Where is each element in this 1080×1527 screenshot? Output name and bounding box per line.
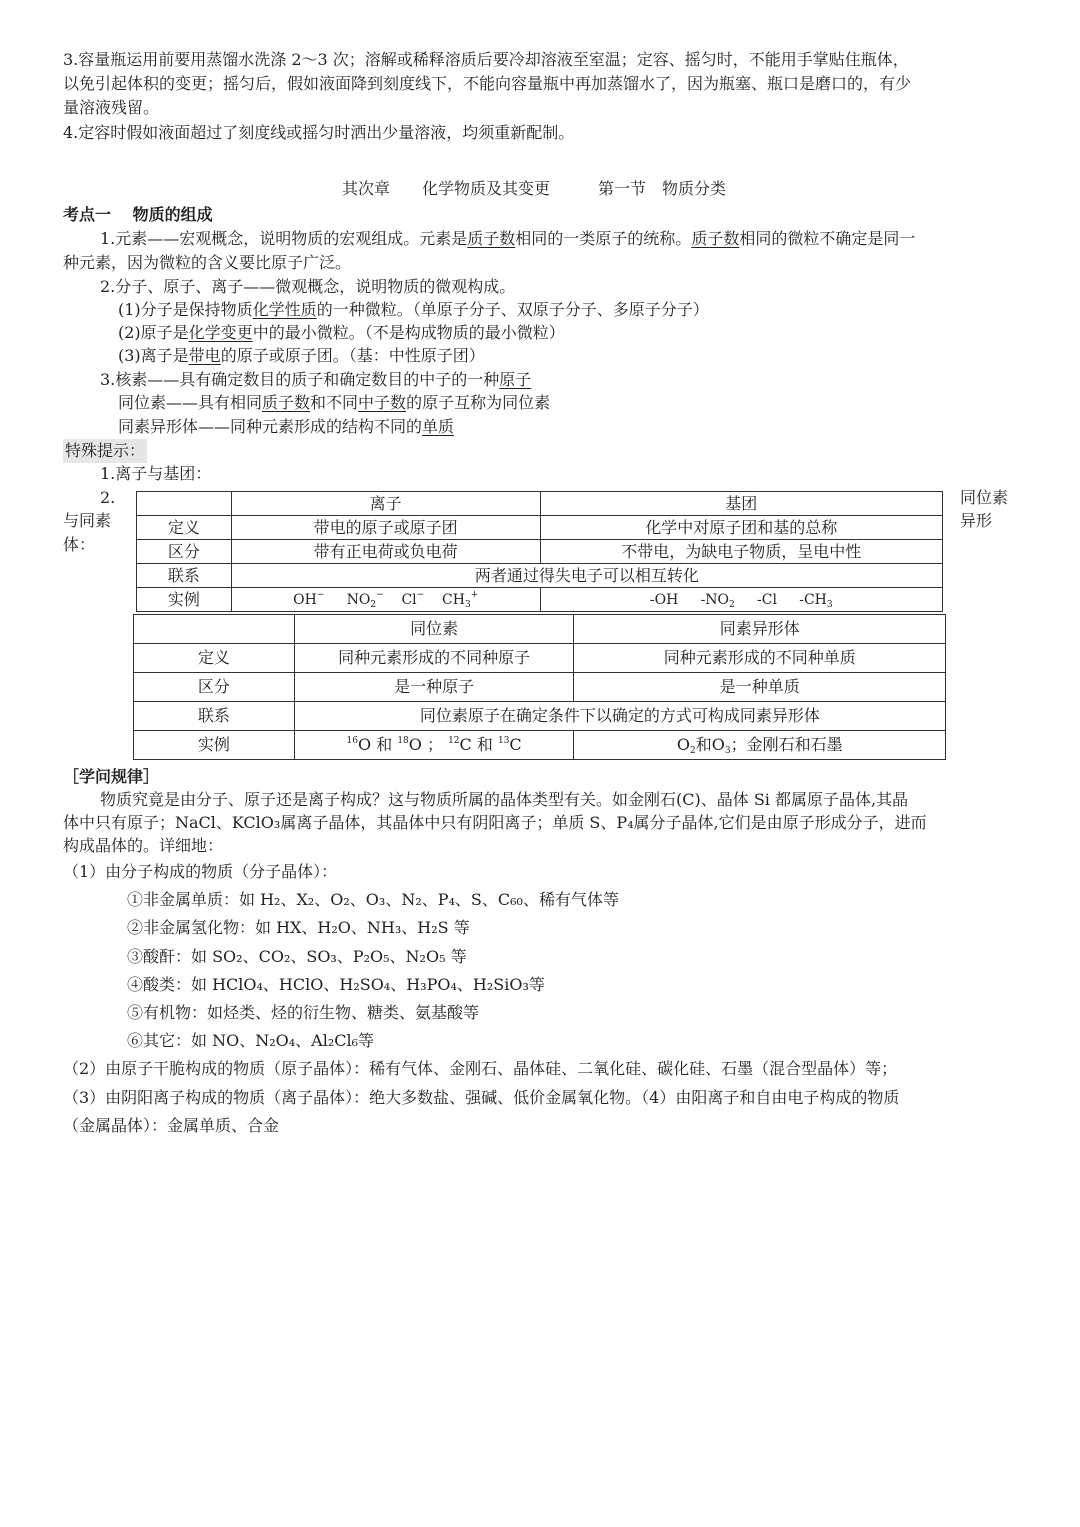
table-row bbox=[137, 516, 943, 540]
ion-example: $NO_2^-$ bbox=[346, 589, 384, 610]
table-cell: 带电的原子或原子团 bbox=[231, 516, 540, 540]
list-item: ②非金属氢化物：如 HX、H₂O、NH₃、H₂S 等 bbox=[127, 918, 470, 937]
paragraph-3-line-3: 量溶液残留。 bbox=[63, 98, 160, 117]
tips-item-2-left-2: 体： bbox=[63, 535, 96, 554]
table-row bbox=[134, 673, 946, 702]
list-item: ①非金属单质：如 H₂、X₂、O₂、O₃、N₂、P₄、S、C₆₀、稀有气体等 bbox=[127, 890, 619, 909]
item-3-2-underline-1: 质子数 bbox=[262, 393, 311, 412]
isotope-examples-cell: $^{16}$O 和 $^{18}$O ； $^{12}$C 和 $^{13}$C bbox=[294, 731, 574, 760]
item-2-1-underline: 化学性质 bbox=[252, 300, 317, 319]
item-2-2-text-a: (2)原子是 bbox=[118, 323, 189, 342]
row-label: 定义 bbox=[137, 516, 232, 540]
knowledge-paragraph-line-2: 体中只有原子；NaCl、KClO₃属离子晶体，其晶体中只有阴阳离子；单质 S、P₄属分子晶体,它们是由原子形成分子，进而 bbox=[63, 813, 927, 832]
table-header-allotrope: 同素异形体 bbox=[574, 615, 946, 644]
chapter-title: 其次章 化学物质及其变更 第一节 物质分类 bbox=[342, 179, 727, 198]
table-row bbox=[137, 492, 943, 516]
isotope-allotrope-table bbox=[133, 614, 946, 760]
item-2-3-text-a: (3)离子是 bbox=[118, 346, 189, 365]
atomic-crystal-line: （2）由原子干脆构成的物质（原子晶体）：稀有气体、金刚石、晶体硅、二氧化硅、碳化硅、石墨（混合型晶体）等； bbox=[63, 1059, 898, 1078]
table-header-isotope: 同位素 bbox=[294, 615, 574, 644]
item-3-text-a: 3.核素——具有确定数目的质子和确定数目的中子的一种 bbox=[100, 370, 500, 389]
row-label: 区分 bbox=[137, 540, 232, 564]
ion-example: Cl− bbox=[401, 589, 425, 608]
row-label: 定义 bbox=[134, 644, 295, 673]
table-row bbox=[134, 702, 946, 731]
item-3-3-underline: 单质 bbox=[422, 417, 455, 436]
tips-item-2-number: 2. bbox=[100, 488, 116, 507]
item-1-text-b: 相同的一类原子的统称。 bbox=[515, 229, 692, 248]
item-1-text-a: 1.元素——宏观概念，说明物质的宏观组成。元素是 bbox=[100, 229, 468, 248]
table-header-group: 基团 bbox=[540, 492, 943, 516]
ionic-crystal-line-2: （金属晶体）：金属单质、合金 bbox=[63, 1116, 280, 1135]
row-label: 实例 bbox=[137, 588, 232, 612]
item-2-3-underline: 带电 bbox=[188, 346, 221, 365]
table-cell: 同种元素形成的不同种单质 bbox=[574, 644, 946, 673]
table-header-empty bbox=[137, 492, 232, 516]
item-3-2-text-c: 的原子互称为同位素 bbox=[406, 393, 551, 412]
table-row bbox=[137, 540, 943, 564]
list-item: ④酸类：如 HClO₄、HClO、H₂SO₄、H₃PO₄、H₂SiO₃等 bbox=[127, 975, 545, 994]
row-label: 联系 bbox=[134, 702, 295, 731]
table-cell: 不带电，为缺电子物质，呈电中性 bbox=[540, 540, 943, 564]
item-1-line-2: 种元素，因为微粒的含义要比原子广泛。 bbox=[63, 253, 352, 272]
item-1-underline-1: 质子数 bbox=[467, 229, 516, 248]
paragraph-3-line-2: 以免引起体积的变更；摇匀后，假如液面降到刻度线下，不能向容量瓶中再加蒸馏水了，因为瓶塞、瓶口是磨口的，有少 bbox=[63, 74, 912, 93]
item-2-3 bbox=[118, 344, 485, 368]
item-2-1-text-b: 的一种微粒。（单原子分子、双原子分子、多原子分子） bbox=[316, 300, 709, 319]
list-item: ⑥其它：如 NO、N₂O₄、Al₂Cl₆等 bbox=[127, 1031, 375, 1050]
item-1-line-1 bbox=[100, 227, 915, 251]
special-tips-title: 特殊提示： bbox=[63, 439, 147, 463]
tips-item-1: 1.离子与基团： bbox=[100, 464, 212, 483]
table-cell: 同种元素形成的不同种原子 bbox=[294, 644, 574, 673]
tips-item-2-left-1: 与同素 bbox=[63, 511, 112, 530]
item-3-2-underline-2: 中子数 bbox=[358, 393, 407, 412]
section-title: 考点一 物质的组成 bbox=[63, 205, 213, 224]
paragraph-4: 4.定容时假如液面超过了刻度线或摇匀时洒出少量溶液，均须重新配制。 bbox=[63, 123, 575, 142]
item-2-1-text-a: (1)分子是保持物质 bbox=[118, 300, 253, 319]
item-2-3-text-b: 的原子或原子团。（基：中性原子团） bbox=[220, 346, 485, 365]
knowledge-paragraph-line-3: 构成晶体的。详细地： bbox=[63, 836, 224, 855]
item-2: 2.分子、原子、离子——微观概念，说明物质的微观构成。 bbox=[100, 277, 516, 296]
row-label: 联系 bbox=[137, 564, 232, 588]
item-1-underline-2: 质子数 bbox=[691, 229, 740, 248]
allotrope-examples-cell: $O_2$和$O_3$；金刚石和石墨 bbox=[574, 731, 946, 760]
item-1-text-c: 相同的微粒不确定是同一 bbox=[739, 229, 916, 248]
knowledge-title: ［学问规律］ bbox=[63, 767, 160, 786]
table-cell-merged: 同位素原子在确定条件下以确定的方式可构成同素异形体 bbox=[294, 702, 945, 731]
item-2-2-text-b: 中的最小微粒。（不是构成物质的最小微粒） bbox=[252, 323, 565, 342]
row-label: 实例 bbox=[134, 731, 295, 760]
item-2-2 bbox=[118, 321, 565, 345]
item-2-1 bbox=[118, 298, 709, 322]
table-cell: 带有正电荷或负电荷 bbox=[231, 540, 540, 564]
table-cell: 化学中对原子团和基的总称 bbox=[540, 516, 943, 540]
table-cell-merged: 两者通过得失电子可以相互转化 bbox=[231, 564, 942, 588]
table-row bbox=[134, 644, 946, 673]
group-example: -OH bbox=[649, 591, 679, 608]
table-row bbox=[134, 615, 946, 644]
ion-group-table bbox=[136, 491, 943, 612]
item-3-line-3 bbox=[118, 415, 454, 439]
table-cell: 是一种原子 bbox=[294, 673, 574, 702]
item-2-2-underline: 化学变更 bbox=[188, 323, 253, 342]
group-example: $-CH_3$ bbox=[799, 591, 833, 610]
ion-example: OH− bbox=[293, 589, 325, 608]
table-header-empty bbox=[134, 615, 295, 644]
tips-item-2-right-1: 同位素 bbox=[960, 488, 1009, 507]
item-3-line-1 bbox=[100, 368, 531, 392]
table-row bbox=[137, 564, 943, 588]
tips-item-2-right-2: 异形 bbox=[960, 511, 993, 530]
table-header-ion: 离子 bbox=[231, 492, 540, 516]
row-label: 区分 bbox=[134, 673, 295, 702]
table-row bbox=[137, 588, 943, 612]
ion-example: $CH_3^+$ bbox=[442, 589, 479, 610]
ionic-crystal-line-1: （3）由阴阳离子构成的物质（离子晶体）：绝大多数盐、强碱、低价金属氧化物。（4）由阳离子和自由电子构成的物质 bbox=[63, 1088, 900, 1107]
knowledge-paragraph-line-1: 物质究竟是由分子、原子还是离子构成？这与物质所属的晶体类型有关。如金刚石(C)、晶体 Si 都属原子晶体,其晶 bbox=[100, 790, 909, 809]
list-item: ⑤有机物：如烃类、烃的衍生物、糖类、氨基酸等 bbox=[127, 1003, 480, 1022]
item-3-2-text-b: 和不同 bbox=[310, 393, 359, 412]
group-example: $-NO_2$ bbox=[700, 591, 735, 610]
group-examples-cell bbox=[540, 588, 943, 612]
table-cell: 是一种单质 bbox=[574, 673, 946, 702]
item-3-line-2 bbox=[118, 391, 550, 415]
molecular-crystal-title: （1）由分子构成的物质（分子晶体）： bbox=[63, 862, 338, 881]
item-3-3-text-a: 同素异形体——同种元素形成的结构不同的 bbox=[118, 417, 423, 436]
group-example: -Cl bbox=[757, 591, 777, 608]
item-3-underline: 原子 bbox=[499, 370, 532, 389]
table-row bbox=[134, 731, 946, 760]
paragraph-3-line-1: 3.容量瓶运用前要用蒸馏水洗涤 2～3 次；溶解或稀释溶质后要冷却溶液至室温；定容、摇匀时，不能用手掌贴住瓶体， bbox=[63, 50, 909, 69]
item-3-2-text-a: 同位素——具有相同 bbox=[118, 393, 263, 412]
list-item: ③酸酐：如 SO₂、CO₂、SO₃、P₂O₅、N₂O₅ 等 bbox=[127, 947, 467, 966]
ion-examples-cell bbox=[231, 588, 540, 612]
